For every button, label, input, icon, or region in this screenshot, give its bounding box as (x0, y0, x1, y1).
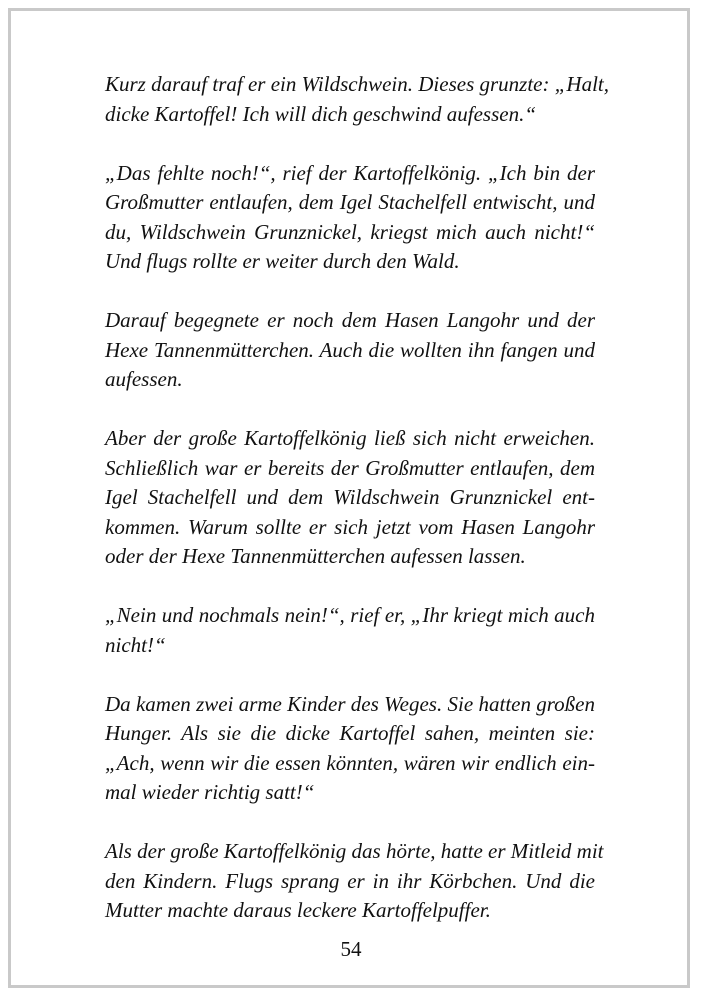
text-line: Großmutter entlaufen, dem Igel Stachelfell entwischt, und (105, 190, 595, 214)
text-line: oder der Hexe Tannenmütterchen aufessen lassen. (105, 544, 526, 568)
text-line: Mutter machte daraus leckere Kartoffelpuffer. (105, 898, 491, 922)
text-line: Schließlich war er bereits der Großmutter entlaufen, dem (105, 455, 595, 480)
text-line: Aber der große Kartoffelkönig ließ sich nicht erweichen. (105, 426, 595, 450)
text-line: Als der große Kartoffelkönig das hörte, hatte er Mitleid mit (105, 839, 604, 863)
paragraph-nicht-erweichen (105, 424, 595, 572)
text-line: du, Wildschwein Grunznickel, kriegst mich auch nicht!“ (105, 219, 595, 244)
page-number: 54 (340, 937, 362, 961)
paragraph-zwei-arme-kinder (105, 690, 595, 808)
paragraph-nein-und-nochmals (105, 601, 595, 660)
text-line: „Ach, wenn wir die essen könnten, wären wir endlich ein- (105, 750, 595, 775)
text-line: „Das fehlte noch!“, rief der Kartoffelkönig. „Ich bin der (105, 160, 595, 185)
text-line: Darauf begegnete er noch dem Hasen Langohr und der (105, 308, 595, 332)
text-line: nicht!“ (105, 632, 166, 657)
text-line: Da kamen zwei arme Kinder des Weges. Sie hatten großen (105, 691, 595, 716)
text-line: Kurz darauf traf er ein Wildschwein. Dieses grunzte: „Halt, (105, 72, 609, 96)
paragraph-das-fehlte-noch (105, 159, 595, 277)
text-line: Und flugs rollte er weiter durch den Wald. (105, 249, 460, 273)
text-line: kommen. Warum sollte er sich jetzt vom Hasen Langohr (105, 514, 595, 539)
text-line: mal wieder richtig satt!“ (105, 780, 315, 804)
text-line: „Nein und nochmals nein!“, rief er, „Ihr kriegt mich auch (105, 603, 595, 627)
story-text (105, 70, 609, 955)
paragraph-mitleid (105, 837, 604, 926)
paragraph-hase-und-hexe (105, 306, 595, 395)
text-line: den Kindern. Flugs sprang er in ihr Körbchen. Und die (105, 868, 595, 893)
text-line: dicke Kartoffel! Ich will dich geschwind aufessen.“ (105, 101, 537, 126)
text-line: Hexe Tannenmütterchen. Auch die wollten ihn fangen und (105, 337, 595, 362)
text-line: Hunger. Als sie die dicke Kartoffel sahen, meinten sie: (105, 721, 595, 745)
text-line: aufessen. (105, 367, 183, 391)
text-line: Igel Stachelfell und dem Wildschwein Grunznickel ent- (105, 485, 595, 509)
paragraph-wildschwein (105, 70, 609, 129)
